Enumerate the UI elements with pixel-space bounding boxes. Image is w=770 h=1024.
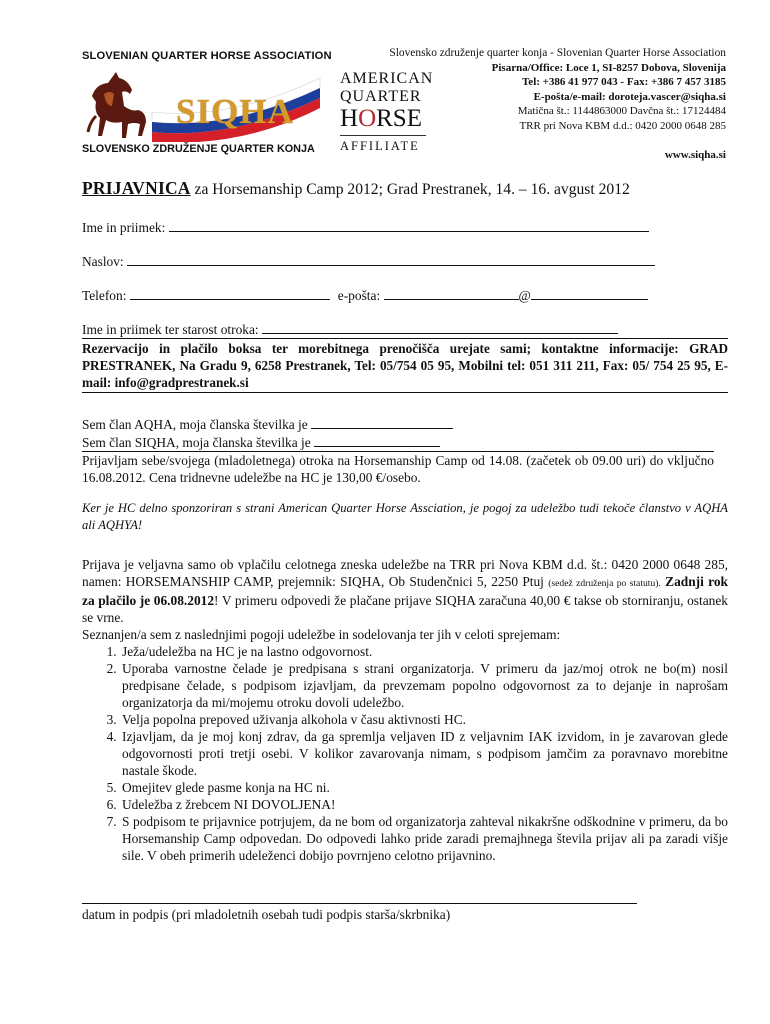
contact-email: E-pošta/e-mail: doroteja.vascer@siqha.si xyxy=(533,90,726,103)
siqha-member-label: Sem član SIQHA, moja članska številka je xyxy=(82,435,311,450)
address-field[interactable] xyxy=(127,252,655,266)
condition-item: 2. Uporaba varnostne čelade je predpisana s strani organizatorja. V primeru da jaz/moj otrok ne bo(m) nosil predpisane čelade, s podpisom izjavljam, da prevzemam popolno odgovornost za to dejanje in naprošam organizatorja da mi/mojemu otroku dovoli udeležbo. xyxy=(120,660,728,711)
contact-block xyxy=(389,46,726,162)
form-body xyxy=(82,180,728,864)
payment-text-2: ! V primeru odpovedi že plačane prijave SIQHA zaračuna 40,00 € takse ob storniranju, ostanek se vrne. xyxy=(82,593,728,625)
form-title-event: za Horsemanship Camp 2012; Grad Prestranek, 14. – 16. avgust 2012 xyxy=(190,181,630,198)
contact-phone-fax: Tel: +386 41 977 043 - Fax: +386 7 457 3185 xyxy=(521,76,726,89)
child-label: Ime in priimek ter starost otroka: xyxy=(82,322,259,337)
agree-intro: Seznanjen/a sem z naslednjimi pogoji udeležbe in sodelovanja ter jih v celoti sprejemam: xyxy=(82,627,561,642)
email-at-sign: @ xyxy=(518,288,531,303)
condition-item: 5. Omejitev glede pasme konja na HC ni. xyxy=(120,779,728,796)
reservation-note: Rezervacijo in plačilo boksa ter morebitnega prenočišča urejate sami; kontaktne informacije: GRAD PRESTRANEK, Na Gradu 9, 6258 Prestranek, Tel: 05/754 05 95, Mobilni tel: 051 311 211, Fax: 05/ 754 25 95, E-mail: info@gradprestranek.si xyxy=(82,338,728,393)
name-field[interactable] xyxy=(169,218,649,232)
payment-seat-note: (sedež združenja po statutu). xyxy=(548,578,661,589)
siqha-number-field[interactable] xyxy=(314,433,440,447)
contact-bank: TRR pri Nova KBM d.d.: 0420 2000 0648 285 xyxy=(519,119,726,132)
signature-field[interactable] xyxy=(82,903,637,904)
child-field[interactable] xyxy=(262,320,618,334)
aqha-line-american: AMERICAN xyxy=(340,70,434,87)
contact-association: Slovensko združenje quarter konja - Slovenian Quarter Horse Association xyxy=(389,47,726,59)
address-row xyxy=(82,252,728,270)
email-domain-field[interactable] xyxy=(531,286,648,300)
association-name-english: SLOVENIAN QUARTER HORSE ASSOCIATION xyxy=(82,50,332,62)
form-title xyxy=(82,180,728,198)
aqha-rse: RSE xyxy=(376,105,422,132)
aqha-member-label: Sem član AQHA, moja članska številka je xyxy=(82,417,308,432)
conditions-list xyxy=(82,643,728,864)
phone-field[interactable] xyxy=(130,286,330,300)
siqha-member-row xyxy=(82,433,728,451)
contact-website[interactable]: www.siqha.si xyxy=(664,148,726,161)
child-row xyxy=(82,320,728,338)
name-label: Ime in priimek: xyxy=(82,220,166,235)
sponsor-note: Ker je HC delno sponzoriran s strani American Quarter Horse Assciation, je pogoj za udeležbo tudi tekoče članstvo v AQHA ali AQHYA! xyxy=(82,501,728,532)
aqha-h: H xyxy=(340,105,359,132)
condition-item: 3. Velja popolna prepoved uživanja alkohola v času aktivnosti HC. xyxy=(120,711,728,728)
phone-label: Telefon: xyxy=(82,288,127,303)
aqha-o: O xyxy=(358,105,377,132)
condition-item: 1. Ježa/udeležba na HC je na lastno odgovornost. xyxy=(120,643,728,660)
association-name-slovenian: SLOVENSKO ZDRUŽENJE QUARTER KONJA xyxy=(82,143,315,155)
condition-item: 4. Izjavljam, da je moj konj zdrav, da ga spremlja veljaven ID z veljavnim IAK izvidom, in je zavarovan glede odgovornosti proti tretji osebi. V kolikor zavarovanja nimam, s podpisom jamčim za poravnavo morebitne nastale škode. xyxy=(120,728,728,779)
phone-email-row xyxy=(82,286,728,304)
condition-item: 6. Udeležba z žrebcem NI DOVOLJENA! xyxy=(120,796,728,813)
email-label: e-pošta: xyxy=(337,288,381,303)
payment-text-1: Prijava je veljavna samo ob vplačilu celotnega zneska udeležbe na TRR pri Nova KBM d.d. št.: 0420 2000 0648 285, namen: HORSEMANSHIP CAMP, prejemnik: SIQHA, Ob Studenčnici 5, 2250 Ptuj xyxy=(82,557,728,589)
siqha-logo xyxy=(82,66,322,142)
contact-registration: Matična št.: 1144863000 Davčna št.: 17124484 xyxy=(517,105,726,118)
email-user-field[interactable] xyxy=(384,286,519,300)
signature-label: datum in podpis (pri mladoletnih osebah tudi podpis starša/skrbnika) xyxy=(82,907,451,922)
apply-text: Prijavljam sebe/svojega (mladoletnega) otroka na Horsemanship Camp od 14.08. (začetek ob 09.00 uri) do vključno 16.08.2012. Cena tridnevne udeležbe na HC je 130,00 €/osebo. xyxy=(82,453,714,485)
aqha-line-quarter: QUARTER xyxy=(340,88,422,105)
address-label: Naslov: xyxy=(82,254,124,269)
form-title-main: PRIJAVNICA xyxy=(82,178,191,198)
siqha-logo-text: SIQHA xyxy=(176,92,294,131)
condition-item: 7. S podpisom te prijavnice potrjujem, da ne bom od organizatorja zahteval nikakršne odškodnine v primeru, da bo Horsemanship Camp odpovedan. Do odpovedi lahko pride zaradi premajhnega števila prijav ali pa zaradi višje sile. V obeh primerih udeleženci dobijo povrnjeno celotno prijavnino. xyxy=(120,813,728,864)
name-row xyxy=(82,218,728,236)
aqha-number-field[interactable] xyxy=(311,415,453,429)
aqha-member-row xyxy=(82,415,728,433)
contact-office: Pisarna/Office: Loce 1, SI-8257 Dobova, Slovenija xyxy=(491,61,726,74)
payment-paragraph xyxy=(82,556,728,626)
aqha-line-affiliate: AFFILIATE xyxy=(340,139,420,153)
payment-deadline: Zadnji rok za plačilo je 06.08.2012 xyxy=(82,574,728,608)
